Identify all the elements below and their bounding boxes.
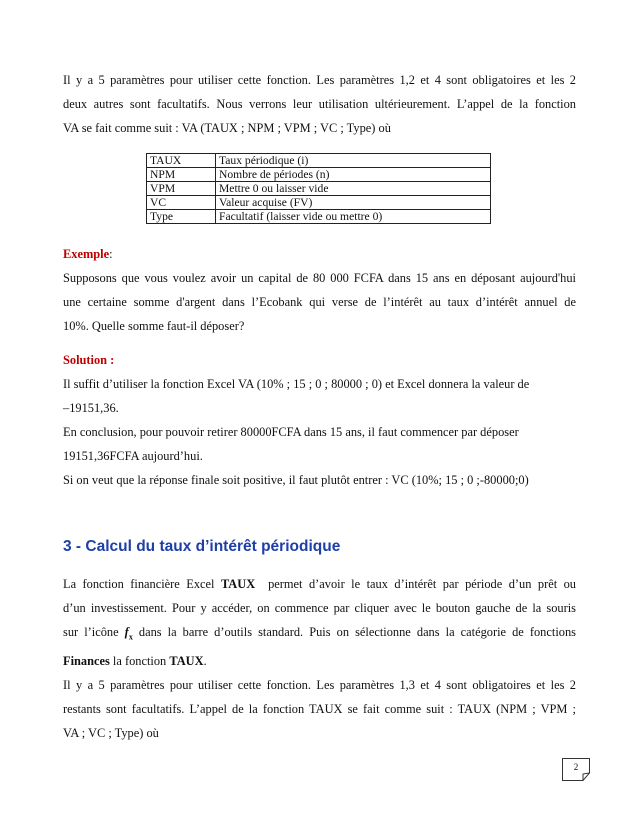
example-line-1: Supposons que vous voulez avoir un capital de 80 000 FCFA dans 15 ans en déposant aujourd'hui <box>63 271 576 285</box>
intro-paragraph <box>63 68 576 140</box>
param-description: Nombre de périodes (n) <box>216 168 491 182</box>
fx-icon <box>124 625 133 642</box>
param-name: Type <box>147 210 216 224</box>
intro-line-1: Il y a 5 paramètres pour utiliser cette fonction. Les paramètres 1,2 et 4 sont obligatoires et les 2 <box>63 73 576 87</box>
param-name: TAUX <box>147 154 216 168</box>
intro-line-2: deux autres sont facultatifs. Nous verrons leur utilisation ultérieurement. L’appel de la fonction <box>63 97 576 111</box>
taux-paragraph <box>63 572 576 745</box>
parameters-table <box>146 153 491 224</box>
parameters-table-body <box>147 154 491 224</box>
taux-function-name: TAUX <box>220 577 256 591</box>
solution-line-4: 19151,36FCFA aujourd’hui. <box>63 449 203 463</box>
param-description: Valeur acquise (FV) <box>216 196 491 210</box>
solution-line-2: –19151,36. <box>63 401 119 415</box>
taux-line-4-d: . <box>203 654 207 669</box>
param-row <box>147 196 491 210</box>
param-description: Facultatif (laisser vide ou mettre 0) <box>216 210 491 224</box>
param-row <box>147 168 491 182</box>
solution-line-3: En conclusion, pour pouvoir retirer 80000FCFA dans 15 ans, il faut commencer par déposer <box>63 425 519 439</box>
example-colon: : <box>109 247 113 261</box>
param-name: VC <box>147 196 216 210</box>
section-heading: 3 - Calcul du taux d’intérêt périodique <box>63 538 341 555</box>
finances-category: Finances <box>63 654 110 669</box>
taux-line-7: VA ; VC ; Type) où <box>63 726 159 741</box>
solution-line-5: Si on veut que la réponse finale soit positive, il faut plutôt entrer : VC (10%; 15 ; 0 ;-80000;0) <box>63 473 529 487</box>
param-row <box>147 182 491 196</box>
example-line-3: 10%. Quelle somme faut-il déposer? <box>63 319 245 333</box>
example-heading <box>63 242 576 266</box>
page-number-box <box>562 758 592 782</box>
param-name: VPM <box>147 182 216 196</box>
intro-line-3: VA se fait comme suit : VA (TAUX ; NPM ; VPM ; VC ; Type) où <box>63 121 391 135</box>
solution-line-1: Il suffit d’utiliser la fonction Excel VA (10% ; 15 ; 0 ; 80000 ; 0) et Excel donnera la valeur de <box>63 377 530 391</box>
param-description: Taux périodique (i) <box>216 154 491 168</box>
page-number: 2 <box>573 762 579 772</box>
param-row <box>147 154 491 168</box>
solution-paragraph <box>63 348 576 492</box>
taux-line-5: Il y a 5 paramètres pour utiliser cette fonction. Les paramètres 1,3 et 4 sont obligatoires et les 2 <box>63 678 576 693</box>
param-row <box>147 210 491 224</box>
param-name: NPM <box>147 168 216 182</box>
taux-line-1-a: La fonction financière Excel <box>63 577 215 591</box>
taux-line-4-b: la fonction <box>112 654 167 669</box>
taux-function-name-2: TAUX <box>169 654 204 669</box>
example-paragraph <box>63 242 576 338</box>
taux-line-4 <box>63 649 576 673</box>
fx-icon-f: f <box>124 625 129 639</box>
taux-line-1 <box>63 572 576 596</box>
taux-line-3 <box>63 620 576 649</box>
example-line-2: une certaine somme d'argent dans l’Ecobank qui verse de l’intérêt au taux d’intérêt annuel de <box>63 295 576 309</box>
solution-label: Solution : <box>63 353 115 367</box>
taux-line-3-a: sur l’icône <box>63 625 119 639</box>
taux-line-6: restants sont facultatifs. L’appel de la fonction TAUX se fait comme suit : TAUX (NPM ; VPM ; <box>63 702 576 717</box>
param-description: Mettre 0 ou laisser vide <box>216 182 491 196</box>
taux-line-1-c: permet d’avoir le taux d’intérêt par période d’un prêt ou <box>268 577 576 591</box>
fx-icon-x: x <box>128 632 133 642</box>
taux-line-2: d’un investissement. Pour y accéder, on commence par cliquer avec le bouton gauche de la souris <box>63 601 576 615</box>
taux-line-3-b: dans la barre d’outils standard. Puis on sélectionne dans la catégorie de fonctions <box>138 625 576 639</box>
example-label: Exemple <box>63 247 110 261</box>
